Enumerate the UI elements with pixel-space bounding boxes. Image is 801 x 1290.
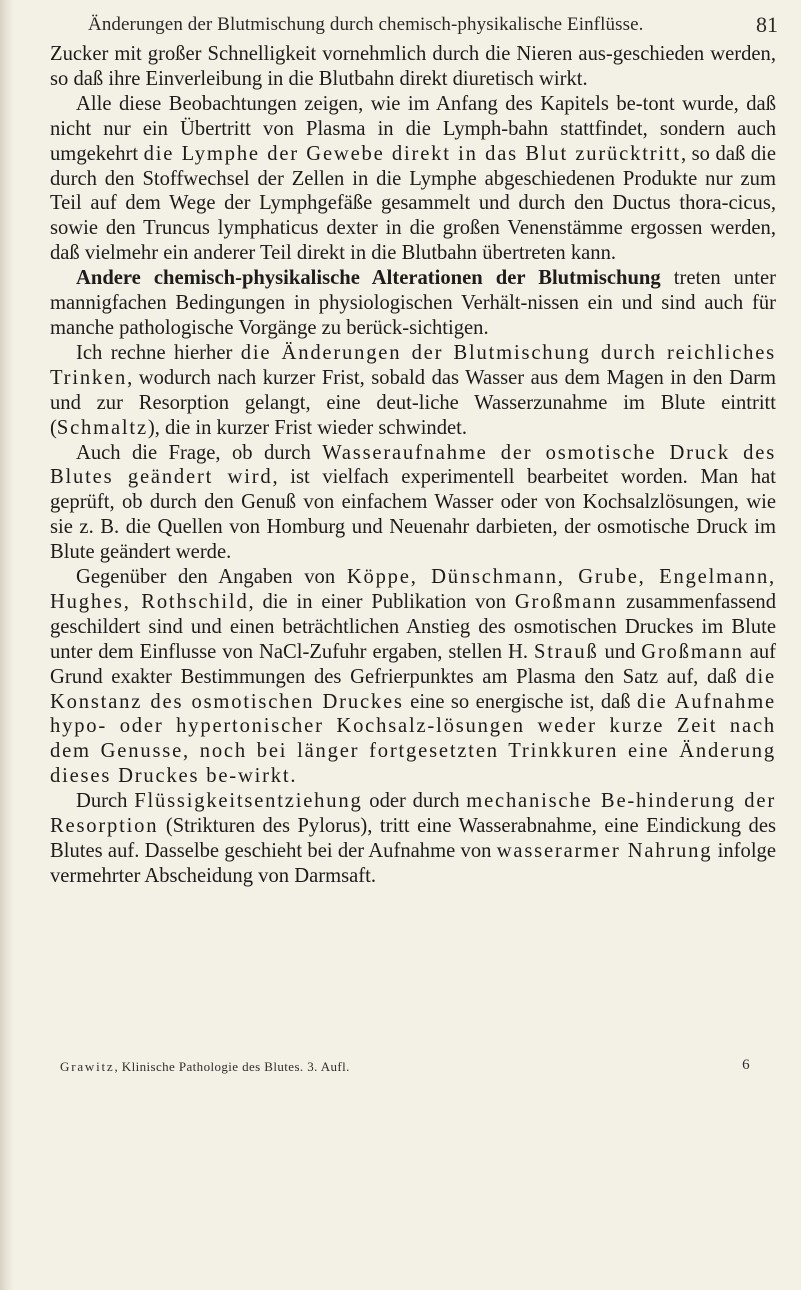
paragraph-2 <box>50 92 776 266</box>
text-run: infolge vermehrter Abscheidung von Darmsaft. <box>50 840 776 887</box>
author-name: Strauß <box>533 640 599 663</box>
emphasis-spaced: die Lymphe der Gewebe direkt in das Blut zurücktritt <box>143 142 681 165</box>
emphasis-spaced: die Konstanz des osmotischen Druckes <box>50 665 776 713</box>
emphasis-spaced: mechanische Be-hinderung der Resorption <box>50 790 776 838</box>
paragraph-3 <box>50 266 776 341</box>
running-title: Änderungen der Blutmischung durch chemisch-physikalische Einflüsse. <box>88 14 644 35</box>
text-run: Ich rechne hierher <box>76 341 241 364</box>
author-names: Köppe, Dünschmann, Grube, Engelmann, Hughes, Rothschild <box>50 566 777 613</box>
footer-author: Grawitz <box>60 1059 115 1074</box>
body-text <box>50 42 776 889</box>
emphasis-spaced: Wasseraufnahme der osmotische Druck des Blutes geändert wird <box>50 441 777 489</box>
author-name: Großmann <box>641 640 744 663</box>
paragraph-6 <box>50 565 776 789</box>
author-name: Großmann <box>514 590 618 613</box>
page-footer <box>60 1059 770 1075</box>
emphasis-spaced: die Änderungen der Blutmischung durch reichliches Trinken <box>50 341 776 389</box>
text-run: , so daß die durch den Stoffwechsel der Zellen in die Lymphe abgeschiedenen Produkte nur zum Teil auf dem Wege der Lymphgefäße gesammelt und durch den Ductus thora-cicus, sowie den Truncus lymphaticus dexter in die großen Venenstämme ergossen werden, daß vielmehr ein anderer Teil direkt in die Blutbahn übertreten kann. <box>50 142 776 265</box>
text-run: , wodurch nach kurzer Frist, sobald das Wasser aus dem Magen in den Darm und zur Resorption gelangt, eine deut-liche Wasserzunahme im Blute eintritt ( <box>50 366 776 439</box>
text-run: auf Grund exakter Bestimmungen des Gefrierpunktes am Plasma den Satz auf, daß <box>50 640 777 688</box>
paragraph-1: Zucker mit großer Schnelligkeit vornehmlich durch die Nieren aus-geschieden werden, so daß ihre Einverleibung in die Blutbahn direkt diuretisch wirkt. <box>50 43 776 90</box>
paragraph-5 <box>50 441 776 566</box>
text-run: Auch die Frage, ob durch <box>76 441 323 464</box>
text-run: Alle diese Beobachtungen zeigen, wie im Anfang des Kapitels be-tont wurde, daß nicht nur ein Übertritt von Plasma in die Lymph-bahn stattfindet, sondern auch umgekehrt <box>50 92 776 165</box>
text-run: . <box>290 765 296 788</box>
text-run: Gegenüber den Angaben von <box>76 566 347 589</box>
signature-number: 6 <box>742 1057 750 1073</box>
text-run: eine so energische ist, daß <box>403 690 638 713</box>
text-run: ), die in kurzer Frist wieder schwindet. <box>147 416 468 439</box>
text-run: oder durch <box>362 790 467 813</box>
emphasis-spaced: die Aufnahme hypo- oder hypertonischer Kochsalz-lösungen weder kurze Zeit nach dem Genusse, noch bei länger fortgesetzten Trinkkuren eine Änderung dieses Druckes be-wirkt <box>50 690 776 788</box>
paragraph-7 <box>50 789 776 889</box>
text-run: , ist vielfach experimentell bearbeitet worden. Man hat geprüft, ob durch den Genuß von einfachem Wasser oder von Kochsalzlösungen, wie sie z. B. die Quellen von Homburg und Neuenahr darbieten, der osmotische Druck im Blute geändert werde. <box>50 466 776 564</box>
footer-book-title: , Klinische Pathologie des Blutes. 3. Aufl. <box>114 1059 350 1074</box>
author-name: Schmaltz <box>56 416 148 439</box>
page-edge-shadow <box>0 0 14 1290</box>
emphasis-spaced: wasserarmer Nahrung <box>496 840 713 862</box>
text-run: zusammenfassend geschildert sind und einen beträchtlichen Anstieg des osmotischen Druckes im Blute unter dem Einflusse von NaCl-Zufuhr ergaben, stellen H. <box>50 590 776 663</box>
text-run: , die in einer Publikation von <box>248 590 515 613</box>
page-number: 81 <box>756 12 778 37</box>
text-run: (Strikturen des Pylorus), tritt eine Wasserabnahme, eine Eindickung des Blutes auf. Dasselbe geschieht bei der Aufnahme von <box>50 815 776 862</box>
bold-heading-run: Andere chemisch-physikalische Alterationen der Blutmischung <box>76 267 661 290</box>
text-run: und <box>598 640 642 663</box>
page-header <box>88 8 778 38</box>
text-run: Durch <box>76 790 135 813</box>
emphasis-spaced: Flüssigkeitsentziehung <box>134 790 363 813</box>
paragraph-4 <box>50 341 776 441</box>
text-run: treten unter mannigfachen Bedingungen in physiologischen Verhält-nissen ein und sind auch für manche pathologische Vorgänge zu berück-sichtigen. <box>50 267 776 339</box>
